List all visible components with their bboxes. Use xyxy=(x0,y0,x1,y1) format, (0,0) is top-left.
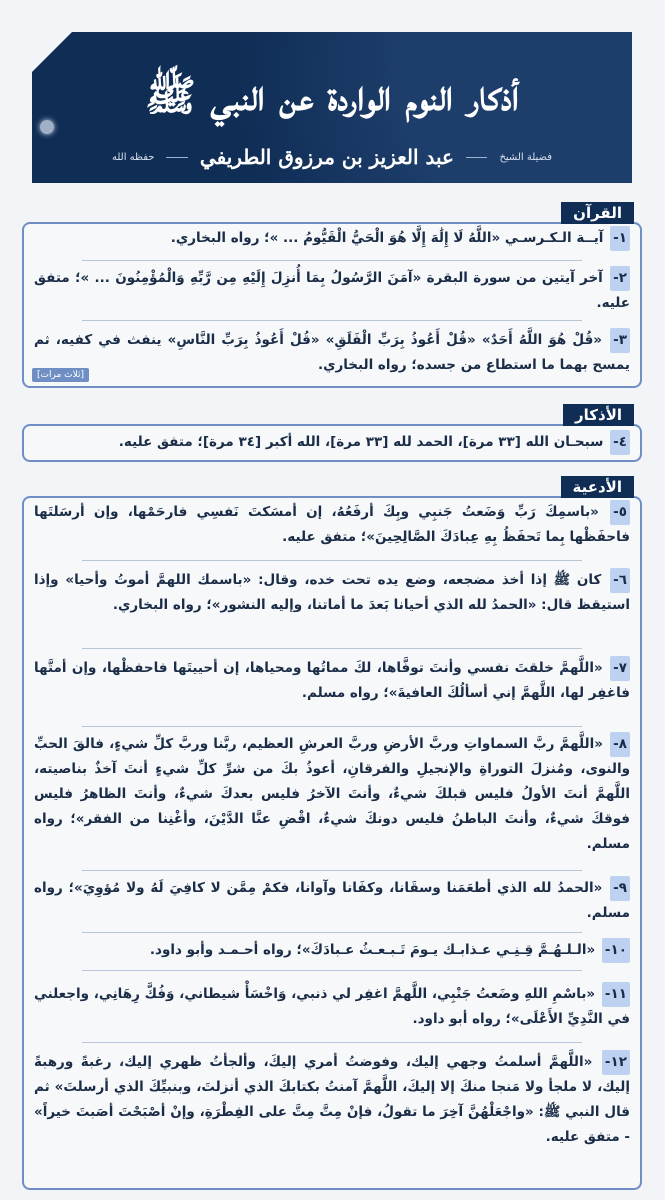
item-number: ٤- xyxy=(610,430,630,455)
dhikr-item xyxy=(34,266,630,316)
dua-item xyxy=(34,1050,630,1150)
item-text: «اللَّهمَّ أسلمتُ وجهي إليك، وفوضتُ أمري إليكَ، وألجأتُ ظهري إليك، رغبةً ورهبةً إليك، لا ملجأ ولا مَنجا منكَ إلا إليكَ، اللَّهمَّ آمنتُ بكتابكَ الذي أنزلتَ، وبنبيِّكَ الذي أرسلتَ» ثم قال النبي ﷺ: «واجْعَلْهُنَّ آخِرَ ما تقولُ، فإنْ مِتَّ مِتَّ على الفِطْرَةِ، وإنْ أصْبَحْتَ أصَبتَ خيراً» - متفق عليه. xyxy=(34,1054,630,1145)
item-text: «قُلْ هُوَ اللَّهُ أَحَدٌ» «قُلْ أَعُوذُ بِرَبِّ الْفَلَقِ» «قُلْ أَعُوذُ بِرَبِّ النَّاسِ» ينفث في كفيه، ثم يمسح بهما ما استطاع من جسده؛ رواه البخاري. xyxy=(34,332,630,373)
item-text: آخر آيتين من سورة البقرة «آمَنَ الرَّسُولُ بِمَا أُنزِلَ إِلَيْهِ مِن رَّبِّهِ وَالْمُؤْمِنُونَ ... »؛ متفق عليه. xyxy=(34,270,630,311)
dhikr-item xyxy=(34,328,630,378)
item-number: ٧- xyxy=(610,656,630,681)
section-duas xyxy=(22,476,642,1190)
separator xyxy=(82,970,582,971)
dua-item xyxy=(34,656,630,706)
dua-item xyxy=(34,732,630,857)
item-number: ١١- xyxy=(602,982,630,1007)
item-number: ٦- xyxy=(610,568,630,593)
item-text: «باسمِكَ رَبِّ وَضَعتُ جَنبِي وبِكَ أرفَعُهُ، إن أمسَكتَ نَفسِي فارحَمْها، وإن أرسَلتَها فاحفَظْها بِما تَحفَظُ بِهِ عِبادَكَ الصَّالِحِينَ»؛ متفق عليه. xyxy=(34,504,630,545)
header-banner xyxy=(32,32,632,183)
item-text: «الـلـهُـمَّ قِـنِـي عـذابـك يـومَ تَـبـعـثُ عـبادَكَ»؛ رواه أحـمـد وأبو داود. xyxy=(149,942,596,958)
item-number: ٩- xyxy=(610,876,630,901)
item-text: سبحـان الله [٣٣ مرة]، الحمد لله [٣٣ مرة]، الله أكبر [٣٤ مرة]؛ متفق عليه. xyxy=(118,434,604,450)
divider-line xyxy=(166,157,187,158)
separator xyxy=(82,260,582,261)
banner-corner xyxy=(32,32,72,72)
separator xyxy=(82,932,582,933)
section-label: القرآن xyxy=(561,202,634,224)
separator xyxy=(82,320,582,321)
sheikh-suffix: حفظه الله xyxy=(111,151,155,163)
dua-item xyxy=(34,876,630,926)
separator xyxy=(82,1042,582,1043)
item-text: كان ﷺ إذا أخذ مضجعه، وضع يده تحت خده، وقال: «باسمك اللهمَّ أموتُ وأحيا» وإذا استيقظ قال: «الحمدُ لله الذي أحيانا بَعدَ ما أماتنا، وإليه النشور»؛ رواه البخاري. xyxy=(34,572,630,613)
item-text: آيــة الـكـرسـي «اللَّهُ لَا إِلَٰهَ إِلَّا هُوَ الْحَيُّ الْقَيُّومُ ... »؛ رواه البخاري. xyxy=(170,230,604,246)
item-text: «باسْمِ اللهِ وضَعتُ جَنْبِي، اللَّهمَّ اغفِر لي ذنبي، وَاخْسَأْ شيطاني، وَفُكَّ رِهَانِي، واجعلني في النَّدِيِّ الأَعْلَى»؛ رواه أبو داود. xyxy=(34,986,630,1027)
item-text: «الحمدُ لله الذي أطعَمَنا وسقَانا، وكفَانا وآوانا، فكمْ مِمَّن لا كافِيَ لَهُ ولا مُؤوِيَ»؛ رواه مسلم. xyxy=(34,880,630,921)
section-header xyxy=(561,202,634,224)
section-label: الأدعية xyxy=(561,476,634,498)
section-quran xyxy=(22,202,642,388)
item-number: ٣- xyxy=(610,328,630,353)
section-label: الأذكار xyxy=(563,404,634,426)
separator xyxy=(82,648,582,649)
item-number: ٥- xyxy=(610,500,630,525)
item-number: ١٠- xyxy=(602,938,630,963)
section-header xyxy=(561,476,634,498)
dua-item xyxy=(34,982,630,1032)
dhikr-item xyxy=(34,226,630,251)
page-title: أذكار النوم الواردة عن النبي ﷺ xyxy=(145,71,519,120)
section-adhkar xyxy=(22,404,642,462)
divider-line xyxy=(466,157,487,158)
item-number: ٨- xyxy=(610,732,630,757)
sheikh-line xyxy=(112,144,552,170)
section-header xyxy=(563,404,634,426)
separator xyxy=(82,870,582,871)
separator xyxy=(82,726,582,727)
dhikr-item xyxy=(34,430,630,455)
sheikh-prefix: فضيلة الشيخ xyxy=(499,151,552,163)
item-text: «اللَّهمَّ ربَّ السماواتِ وربَّ الأرضِ وربَّ العرشِ العظيم، ربَّنا وربَّ كلِّ شيءٍ، فالقَ الحبِّ والنوى، ومُنزلَ التوراةِ والإنجيلِ والفرقانِ، أعوذُ بكَ من شرِّ كلِّ شيءٍ أنتَ آخذٌ بناصيته، اللَّهمَّ أنتَ الأولُ فليس قبلكَ شيءٌ، وأنتَ الآخرُ فليس بعدكَ شيءٌ، وأنتَ الظاهرُ فليس فوقكَ شيءٌ، وأنتَ الباطنُ فليس دونكَ شيءٌ، اقْضِ عنَّا الدَّيْنَ، وأغْنِنا من الفقر»؛ رواه مسلم. xyxy=(34,736,630,852)
repeat-note: [ثلاث مرات] xyxy=(32,368,89,382)
dua-item xyxy=(34,500,630,550)
sheikh-name: عبد العزيز بن مرزوق الطريفي xyxy=(199,145,454,169)
item-number: ٢- xyxy=(610,266,630,291)
item-number: ١٢- xyxy=(602,1050,630,1075)
item-text: «اللَّهمَّ خلقتَ نفسي وأنتَ توفَّاها، لكَ مماتُها ومحياها، إن أحييتَها فاحفظْها، وإن أمتَّها فاغفِر لها، اللَّهمَّ إني أسألُكَ العافيةَ»؛ رواه مسلم. xyxy=(34,660,630,701)
item-number: ١- xyxy=(610,226,630,251)
separator xyxy=(82,560,582,561)
dua-item xyxy=(34,568,630,618)
dua-item xyxy=(34,938,630,963)
